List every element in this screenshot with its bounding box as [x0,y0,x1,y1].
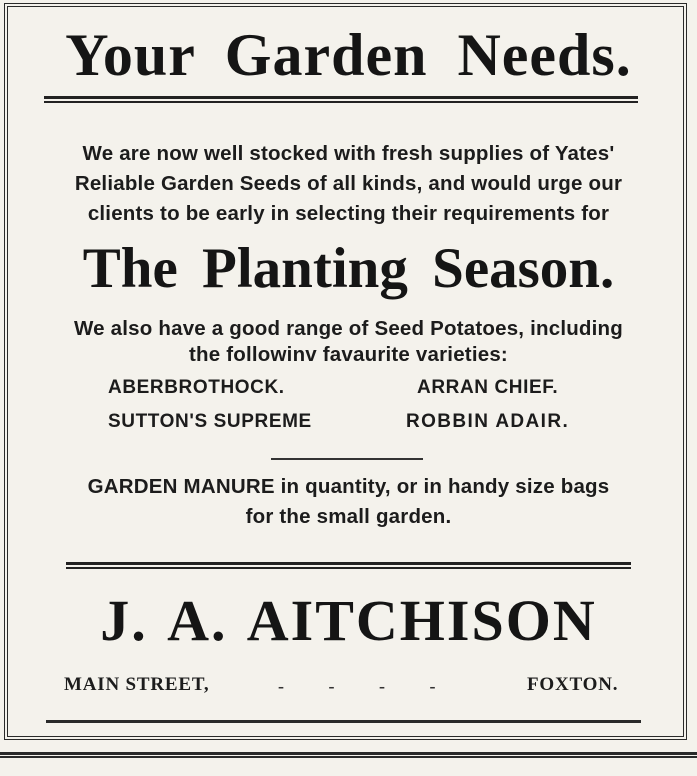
headline: Your Garden Needs. [65,22,632,88]
variety-robbin-adair: ROBBIN ADAIR. [406,411,570,432]
intro-line: We are now well stocked with fresh supplies of Yates' [82,142,615,165]
potatoes-paragraph [0,316,697,368]
variety-aberbrothock: ABERBROTHOCK. [108,377,285,398]
intro-line: Reliable Garden Seeds of all kinds, and would urge our [74,172,623,195]
variety-suttons-supreme: SUTTON'S SUPREME [108,411,312,432]
manure-line: GARDEN MANURE in quantity, or in handy size bags [87,475,610,498]
intro-paragraph [0,139,697,229]
potatoes-line: the followinv favaurite varieties: [189,343,508,366]
headline-divider [44,96,638,103]
variety-arran-chief: ARRAN CHIEF. [417,377,559,398]
footer-rule [46,720,641,723]
firm-name: J. A. AITCHISON [100,588,597,653]
manure-paragraph [0,472,697,532]
season-heading: The Planting Season. [82,237,615,300]
potatoes-line: We also have a good range of Seed Potatoes, including [73,317,623,340]
address-leader-dots: - - - - [278,676,456,696]
address-street: MAIN STREET, [64,674,210,695]
section-divider [271,458,423,460]
firm-divider [66,562,631,569]
intro-line: clients to be early in selecting their requirements for [87,202,610,225]
manure-line: for the small garden. [245,505,452,528]
page-bottom-rule [0,752,697,758]
address-town: FOXTON. [527,674,619,695]
